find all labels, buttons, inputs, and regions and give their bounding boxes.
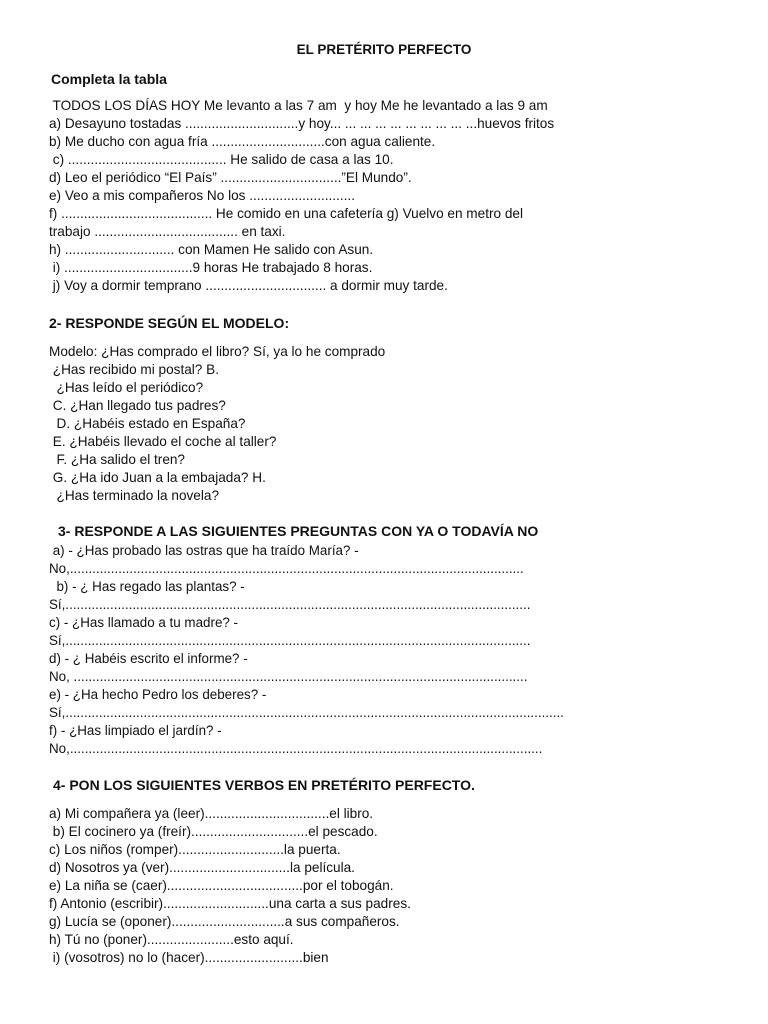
section3-line: Sí,............................................................................................................................. — [49, 633, 531, 648]
section3-line: No,.......................................................................................................................... — [49, 561, 524, 576]
section1-line: d) Leo el periódico “El País” ................................”El Mundo”. — [49, 170, 412, 185]
section2-line: E. ¿Habéis llevado el coche al taller? — [49, 434, 277, 449]
section1-body — [49, 97, 554, 295]
section4-line: f) Antonio (escribir)............................una carta a sus padres. — [49, 896, 411, 911]
section2-line: Modelo: ¿Has comprado el libro? Sí, ya lo he comprado — [49, 344, 386, 359]
section3-line: d) - ¿ Habéis escrito el informe? - — [49, 651, 248, 666]
section4-line: b) El cocinero ya (freír)...............................el pescado. — [49, 824, 378, 839]
section1-line: f) ........................................ He comido en una cafetería g) Vuelvo en metro del — [49, 206, 523, 221]
section3-line: No, .......................................................................................................................... — [49, 669, 528, 684]
section2-line: C. ¿Han llegado tus padres? — [49, 398, 226, 413]
section3-line: e) - ¿Ha hecho Pedro los deberes? - — [49, 687, 267, 702]
section4-line: c) Los niños (romper)............................la puerta. — [49, 842, 341, 857]
section2-line: ¿Has terminado la novela? — [49, 488, 220, 503]
section3-body — [49, 542, 564, 758]
section3-line: f) - ¿Has limpiado el jardín? - — [49, 723, 222, 738]
section1-heading: Completa la tabla — [51, 71, 167, 87]
section2-line: ¿Has leído el periódico? — [49, 380, 204, 395]
section1-line: trabajo ...................................... en taxi. — [49, 224, 286, 239]
section2-line: D. ¿Habéis estado en España? — [49, 416, 246, 431]
section1-line: b) Me ducho con agua fría ..............................con agua caliente. — [49, 134, 436, 149]
section1-line: e) Veo a mis compañeros No los ............................ — [49, 188, 355, 203]
section3-line: Sí,...................................................................................................................................... — [49, 705, 564, 720]
section2-line: G. ¿Ha ido Juan a la embajada? H. — [49, 470, 266, 485]
section1-line: a) Desayuno tostadas ..............................y hoy... ... ... ... ... ... ... ... ... ...huevos fritos — [49, 116, 555, 131]
section4-line: i) (vosotros) no lo (hacer)..........................bien — [49, 950, 329, 965]
section1-line: j) Voy a dormir temprano ................................ a dormir muy tarde. — [49, 278, 448, 293]
section4-line: a) Mi compañera ya (leer).................................el libro. — [49, 806, 374, 821]
section2-heading: 2- RESPONDE SEGÚN EL MODELO: — [49, 315, 290, 331]
section4-heading: 4- PON LOS SIGUIENTES VERBOS EN PRETÉRITO PERFECTO. — [53, 777, 475, 793]
section4-line: h) Tú no (poner).......................esto aquí. — [49, 932, 294, 947]
section2-line: ¿Has recibido mi postal? B. — [49, 362, 219, 377]
section3-line: b) - ¿ Has regado las plantas? - — [49, 579, 245, 594]
section1-line: i) ..................................9 horas He trabajado 8 horas. — [49, 260, 373, 275]
page-title: EL PRETÉRITO PERFECTO — [296, 42, 472, 57]
section1-line: c) .......................................... He salido de casa a las 10. — [49, 152, 394, 167]
section3-heading: 3- RESPONDE A LAS SIGUIENTES PREGUNTAS CON YA O TODAVÍA NO — [58, 523, 539, 539]
section2-body — [49, 343, 385, 505]
section3-line: Sí,............................................................................................................................. — [49, 597, 531, 612]
section4-line: d) Nosotros ya (ver)................................la película. — [49, 860, 355, 875]
section4-body — [49, 805, 411, 967]
section3-line: No,............................................................................................................................... — [49, 741, 543, 756]
section3-line: a) - ¿Has probado las ostras que ha traído María? - — [49, 543, 359, 558]
section1-line: h) ............................. con Mamen He salido con Asun. — [49, 242, 374, 257]
section1-line: TODOS LOS DÍAS HOY Me levanto a las 7 am y hoy Me he levantado a las 9 am — [49, 98, 548, 113]
section2-line: F. ¿Ha salido el tren? — [49, 452, 185, 467]
section4-line: e) La niña se (caer)....................................por el tobogán. — [49, 878, 394, 893]
section3-line: c) - ¿Has llamado a tu madre? - — [49, 615, 239, 630]
section4-line: g) Lucía se (oponer)..............................a sus compañeros. — [49, 914, 400, 929]
